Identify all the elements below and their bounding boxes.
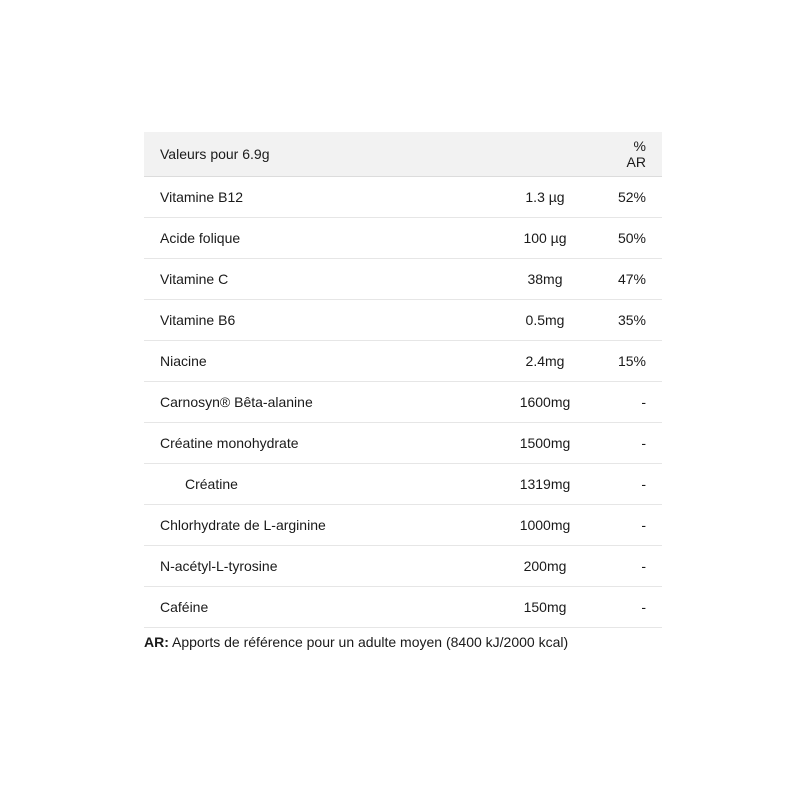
row-ar: -	[615, 546, 662, 587]
nutrition-table	[144, 132, 662, 628]
row-ar: 50%	[615, 218, 662, 259]
row-amount: 38mg	[475, 259, 615, 300]
table-header-row	[144, 132, 662, 177]
row-amount: 200mg	[475, 546, 615, 587]
table-row	[144, 587, 662, 628]
table-row	[144, 464, 662, 505]
table-row	[144, 341, 662, 382]
table-row	[144, 177, 662, 218]
table-row	[144, 382, 662, 423]
row-name: Carnosyn® Bêta-alanine	[144, 382, 475, 423]
row-amount: 1319mg	[475, 464, 615, 505]
row-ar: 15%	[615, 341, 662, 382]
table-row	[144, 505, 662, 546]
table-row	[144, 259, 662, 300]
row-amount: 2.4mg	[475, 341, 615, 382]
row-amount: 1.3 µg	[475, 177, 615, 218]
row-name: Acide folique	[144, 218, 475, 259]
row-ar: -	[615, 464, 662, 505]
row-amount: 1000mg	[475, 505, 615, 546]
header-ar: % AR	[615, 132, 662, 177]
footnote-text: Apports de référence pour un adulte moyen (8400 kJ/2000 kcal)	[168, 634, 569, 650]
row-amount: 0.5mg	[475, 300, 615, 341]
row-ar: -	[615, 587, 662, 628]
footnote-key: AR:	[144, 634, 169, 650]
row-ar: -	[615, 423, 662, 464]
header-name: Valeurs pour 6.9g	[144, 132, 475, 177]
table-row	[144, 423, 662, 464]
table-row	[144, 546, 662, 587]
row-name: Niacine	[144, 341, 475, 382]
row-name: Vitamine B12	[144, 177, 475, 218]
row-ar: 35%	[615, 300, 662, 341]
footnote	[144, 634, 568, 650]
row-name-sub: Créatine	[144, 464, 475, 505]
row-amount: 100 µg	[475, 218, 615, 259]
row-ar: -	[615, 382, 662, 423]
table-row	[144, 218, 662, 259]
row-name: N-acétyl-L-tyrosine	[144, 546, 475, 587]
row-name: Vitamine C	[144, 259, 475, 300]
row-amount: 150mg	[475, 587, 615, 628]
row-name: Caféine	[144, 587, 475, 628]
row-name: Vitamine B6	[144, 300, 475, 341]
row-amount: 1500mg	[475, 423, 615, 464]
header-amount	[475, 132, 615, 177]
row-ar: 52%	[615, 177, 662, 218]
row-ar: -	[615, 505, 662, 546]
row-name: Créatine monohydrate	[144, 423, 475, 464]
table-row	[144, 300, 662, 341]
row-name: Chlorhydrate de L-arginine	[144, 505, 475, 546]
row-ar: 47%	[615, 259, 662, 300]
row-amount: 1600mg	[475, 382, 615, 423]
